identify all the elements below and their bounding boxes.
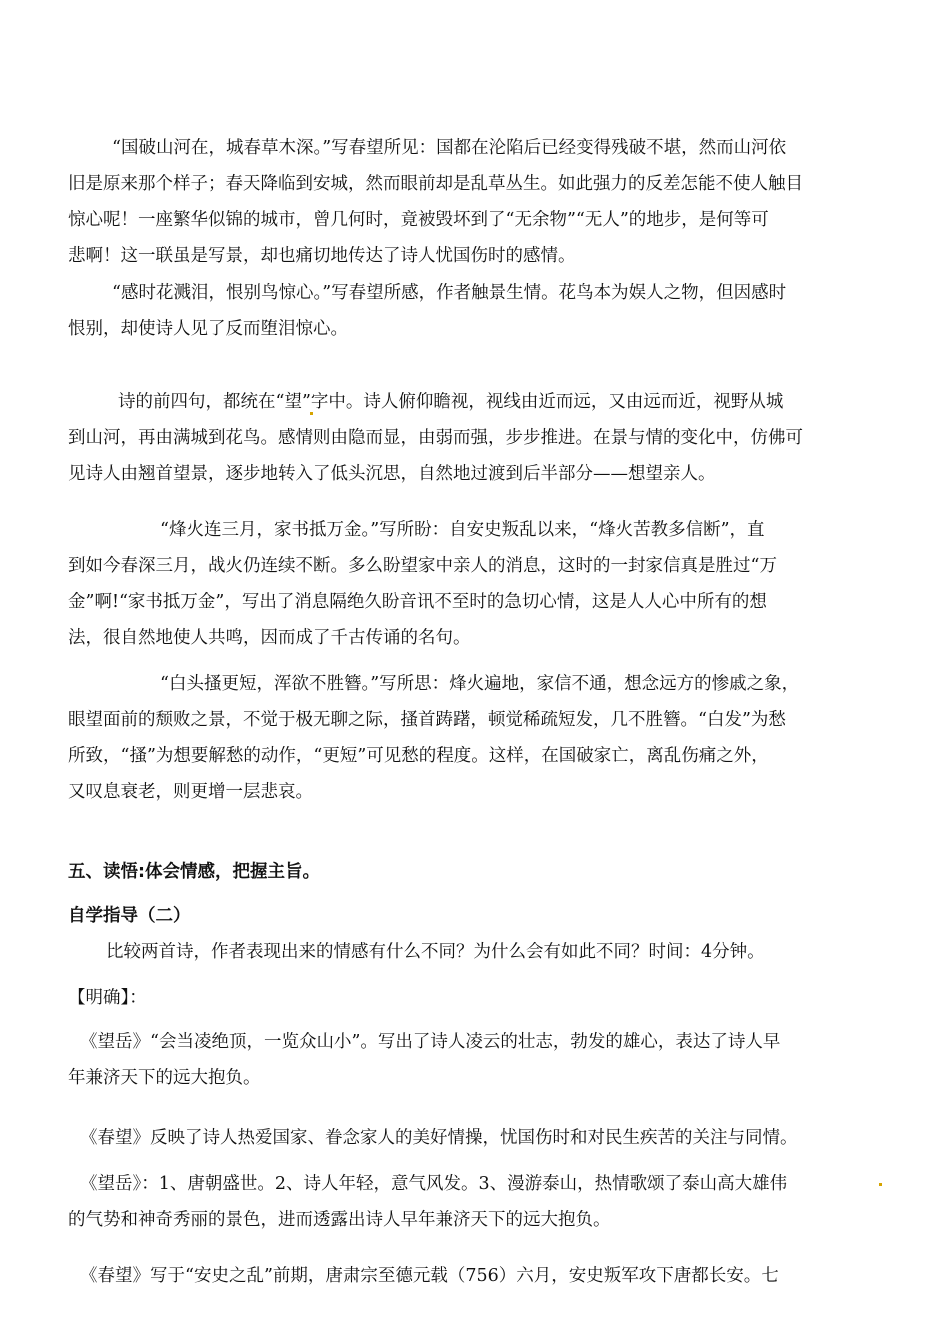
text-line: 《望岳》：1、唐朝盛世。2、诗人年轻，意气风发。3、漫游泰山，热情歌颂了泰山高大雄伟: [80, 1174, 788, 1194]
text-line: 的气势和神奇秀丽的景色，进而透露出诗人早年兼济天下的远大抱负。: [68, 1210, 611, 1230]
text-line: “感时花溅泪，恨别鸟惊心。”写春望所感，作者触景生情。花鸟本为娱人之物，但因感时: [112, 283, 787, 303]
paragraph-hope: [68, 512, 888, 656]
subsection-heading: 自学指导（二）: [68, 906, 191, 926]
text-line: 年兼济天下的远大抱负。: [68, 1068, 261, 1088]
text-line: 悲啊！这一联虽是写景，却也痛切地传达了诗人忧国伤时的感情。: [68, 246, 576, 266]
text-line: 《春望》反映了诗人热爱国家、眷念家人的美好情操，忧国伤时和对民生疾苦的关注与同情。: [80, 1128, 798, 1148]
text-line: 旧是原来那个样子；春天降临到安城，然而眼前却是乱草丛生。如此强力的反差怎能不使人触目: [68, 174, 803, 194]
text-line: 眼望面前的颓败之景，不觉于极无聊之际，搔首踌躇，顿觉稀疏短发，几不胜簪。“白发”为愁: [68, 710, 786, 730]
paragraph-first-four-lines: [68, 384, 888, 492]
highlight-mark: [879, 1183, 882, 1186]
text-line: 金”啊!“家书抵万金”，写出了消息隔绝久盼音讯不至时的急切心情，这是人人心中所有的想: [68, 592, 767, 612]
text-line: 《春望》写于“安史之乱”前期，唐肃宗至德元载（756）六月，安史叛军攻下唐都长安。七: [80, 1266, 779, 1286]
text-line: 又叹息衰老，则更增一层悲哀。: [68, 782, 313, 802]
highlight-mark: [310, 412, 313, 415]
question-text: 比较两首诗，作者表现出来的情感有什么不同？为什么会有如此不同？时间：4分钟。: [106, 942, 765, 962]
text-line: 《望岳》“会当凌绝顶，一览众山小”。写出了诗人凌云的壮志，勃发的雄心，表达了诗人早: [80, 1032, 781, 1052]
text-line: 恨别，却使诗人见了反而堕泪惊心。: [68, 319, 348, 339]
text-line: “烽火连三月，家书抵万金。”写所盼：自安史叛乱以来，“烽火苦教多信断”，直: [160, 520, 765, 540]
answer-wangyue-meaning: [68, 1024, 888, 1096]
section-heading: 五、读悟:体会情感，把握主旨。: [68, 862, 320, 882]
text-line: 到如今春深三月，战火仍连续不断。多么盼望家中亲人的消息，这时的一封家信真是胜过“万: [68, 556, 777, 576]
paragraph-thought: [68, 666, 888, 810]
question-paragraph: [68, 934, 888, 970]
answer-wangyue-background: [68, 1166, 888, 1238]
answer-chunwang-background: [68, 1258, 888, 1294]
text-line: 到山河，再由满城到花鸟。感情则由隐而显，由弱而强，步步推进。在景与情的变化中，仿佛可: [68, 428, 803, 448]
text-line: “国破山河在，城春草木深。”写春望所见：国都在沦陷后已经变得残破不堪，然而山河依: [112, 138, 787, 158]
text-line: 诗的前四句，都统在“望”字中。诗人俯仰瞻视，视线由近而远，又由远而近，视野从城: [118, 392, 784, 412]
paragraph-scenery: [68, 130, 888, 274]
answer-label: 【明确】：: [68, 988, 147, 1008]
text-line: 惊心呢！一座繁华似锦的城市，曾几何时，竟被毁坏到了“无余物”“无人”的地步，是何等可: [68, 210, 769, 230]
text-line: 所致，“搔”为想要解愁的动作，“更短”可见愁的程度。这样，在国破家亡，离乱伤痛之外，: [68, 746, 769, 766]
answer-label-block: [68, 980, 888, 1016]
text-line: 见诗人由翘首望景，逐步地转入了低头沉思，自然地过渡到后半部分——想望亲人。: [68, 464, 716, 484]
text-line: “白头搔更短，浑欲不胜簪。”写所思：烽火遍地，家信不通，想念远方的惨戚之象，: [160, 674, 800, 694]
answer-chunwang-meaning: [68, 1120, 888, 1156]
paragraph-feeling: [68, 275, 888, 347]
text-line: 法，很自然地使人共鸣，因而成了千古传诵的名句。: [68, 628, 471, 648]
